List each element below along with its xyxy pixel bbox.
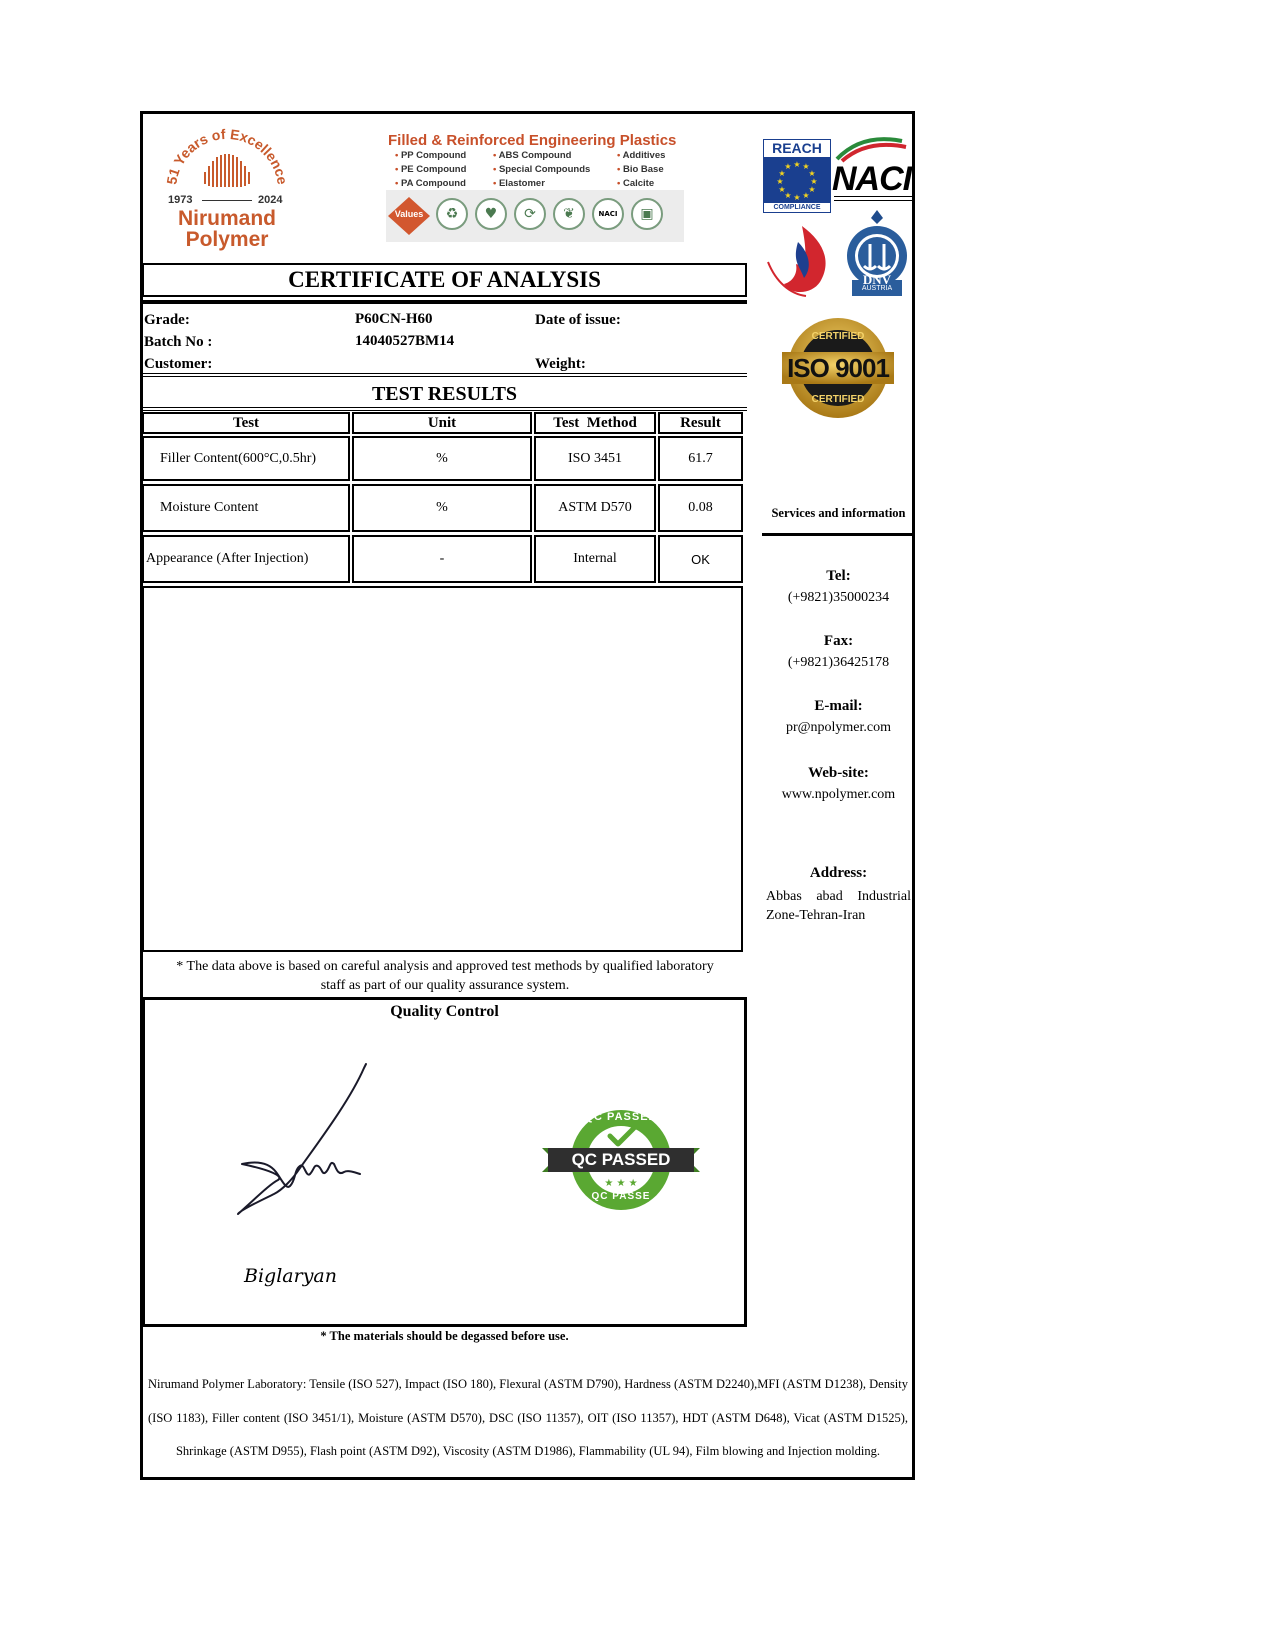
email-label: E-mail: [814, 698, 863, 714]
product-item: • Special Compounds [493, 164, 590, 175]
bars-icon [204, 154, 250, 187]
dnv-sub-label: AUSTRIA [861, 285, 893, 292]
results-note [150, 957, 740, 995]
tel-label: Tel: [826, 568, 851, 584]
stamp-main-label: QC PASSED [571, 1150, 671, 1169]
fax-label: Fax: [823, 633, 854, 649]
table-cell-method: ASTM D570 [534, 484, 656, 532]
table-cell-unit: % [352, 436, 532, 481]
test-results-title: TEST RESULTS [371, 383, 518, 405]
svg-text:★: ★ [784, 162, 792, 171]
product-item: • Elastomer [493, 178, 545, 189]
table-cell-method: ISO 3451 [534, 436, 656, 481]
svg-text:★: ★ [793, 193, 801, 202]
col-header-result: Result [658, 412, 743, 434]
svg-text:★: ★ [778, 169, 786, 178]
reach-sub-label: COMPLIANCE [764, 203, 830, 212]
iso-top-label: CERTIFIED [811, 331, 865, 342]
brand-year-end: 2024 [258, 194, 283, 206]
product-item: • PP Compound [395, 150, 466, 161]
iso-bottom-label: CERTIFIED [811, 394, 865, 405]
brand-year-start: 1973 [168, 194, 193, 206]
brand-logo [162, 128, 292, 251]
reach-badge [763, 139, 831, 213]
table-cell-unit: - [352, 535, 532, 583]
naci-swoosh-icon [832, 133, 912, 163]
svg-text:★: ★ [808, 169, 816, 178]
year-divider [202, 200, 252, 201]
svg-text:★: ★ [793, 160, 801, 169]
customer-label: Customer: [144, 356, 213, 372]
product-item: • Calcite [617, 178, 654, 189]
svg-text:★ ★ ★: ★ ★ ★ [604, 1178, 638, 1189]
grade-value: P60CN-H60 [355, 311, 433, 327]
batch-value: 14040527BM14 [355, 333, 455, 349]
iso-main-label: ISO 9001 [787, 353, 889, 383]
table-cell-result: 0.08 [658, 484, 743, 532]
title-double-rule [142, 300, 747, 304]
degas-note: * The materials should be degassed before use. [320, 1329, 569, 1343]
product-item: • Additives [617, 150, 665, 161]
svg-text:★: ★ [802, 162, 810, 171]
weight-label: Weight: [535, 356, 586, 372]
brand-name-line2: Polymer [185, 228, 269, 251]
col-header-unit: Unit [352, 412, 532, 434]
services-heading: Services and information [771, 506, 906, 520]
recycle-icon: ♻ [436, 198, 468, 230]
brand-tagline: 51 Years of Excellence [163, 128, 291, 186]
svg-text:51 Years of Excellence [163, 128, 290, 186]
date-label: Date of issue: [535, 312, 621, 328]
product-item: • ABS Compound [493, 150, 571, 161]
lab-description: Nirumand Polymer Laboratory: Tensile (ISO 527), Impact (ISO 180), Flexural (ASTM D790), Hardness (ASTM D2240),MFI (ASTM D1238), Density (ISO 1183), Filler content (ISO 3451/1), Moisture (ASTM D570), DSC (ISO 11357), OIT (ISO 11357), HDT (ASTM D648), Vicat (ASTM D1525), Shrinkage (ASTM D955), Flash point (ASTM D92), Viscosity (ASTM D1986), Flammability (UL 94), Film blowing and Injection molding. [148, 1377, 908, 1458]
flame-emblem-icon [762, 222, 840, 298]
info-bottom-rule [142, 373, 747, 377]
fax-value: (+9821)36425178 [787, 655, 890, 670]
sidebar-rule [762, 533, 915, 536]
signature-image [230, 1060, 380, 1220]
table-cell-result: OK [658, 535, 743, 583]
address-label: Address: [809, 865, 868, 881]
batch-label: Batch No : [144, 334, 213, 350]
eu-stars-icon [764, 157, 830, 203]
results-title-rule [142, 407, 747, 411]
product-item: • Bio Base [617, 164, 664, 175]
table-cell-result: 61.7 [658, 436, 743, 481]
heart-hands-icon: ♥ [475, 198, 507, 230]
dnv-label: DNV [862, 272, 892, 287]
brand-name-line1: Nirumand [177, 207, 276, 230]
table-cell-test: Appearance (After Injection) [142, 535, 350, 583]
table-cell-test: Filler Content(600°C,0.5hr) [142, 436, 350, 481]
naci-small-icon: NACI [592, 198, 624, 230]
quality-control-title: Quality Control [390, 1003, 499, 1020]
product-item: • PA Compound [395, 178, 466, 189]
sustainability-icon: ❦ [553, 198, 585, 230]
product-list [395, 150, 685, 190]
note-line-2: staff as part of our quality assurance system. [320, 978, 570, 993]
stamp-ring-bottom: QC PASSE [591, 1191, 651, 1202]
table-cell-test: Moisture Content [142, 484, 350, 532]
empty-results-area [142, 586, 743, 952]
naci-underline [834, 196, 912, 201]
email-value: pr@npolymer.com [785, 720, 892, 735]
address-value: Abbas abad Industrial Zone-Tehran-Iran [766, 889, 911, 923]
note-line-1: * The data above is based on careful analysis and approved test methods by qualified laboratory [176, 959, 714, 974]
header-title: Filled & Reinforced Engineering Plastics [388, 132, 677, 149]
web-label: Web-site: [808, 765, 869, 781]
col-header-method: Test Method [534, 412, 656, 434]
circular-economy-icon: ⟳ [514, 198, 546, 230]
svg-text:★: ★ [810, 177, 818, 186]
reach-label: REACH [764, 140, 830, 157]
web-value: www.npolymer.com [781, 787, 896, 802]
table-cell-unit: % [352, 484, 532, 532]
svg-text:★: ★ [776, 177, 784, 186]
certificate-title: CERTIFICATE OF ANALYSIS [142, 263, 747, 297]
stamp-ring-top: QC PASSED [584, 1111, 658, 1123]
values-label: Values [394, 209, 424, 219]
col-header-test: Test [142, 412, 350, 434]
svg-text:★: ★ [784, 191, 792, 200]
svg-text:★: ★ [808, 185, 816, 194]
signer-name: Biglaryan [244, 1265, 337, 1287]
naci-logo: NACI [832, 160, 912, 198]
standard-icon: ▣ [631, 198, 663, 230]
grade-label: Grade: [144, 312, 190, 328]
svg-text:★: ★ [778, 185, 786, 194]
tel-value: (+9821)35000234 [787, 590, 890, 605]
svg-text:★: ★ [802, 191, 810, 200]
table-cell-method: Internal [534, 535, 656, 583]
product-item: • PE Compound [395, 164, 466, 175]
